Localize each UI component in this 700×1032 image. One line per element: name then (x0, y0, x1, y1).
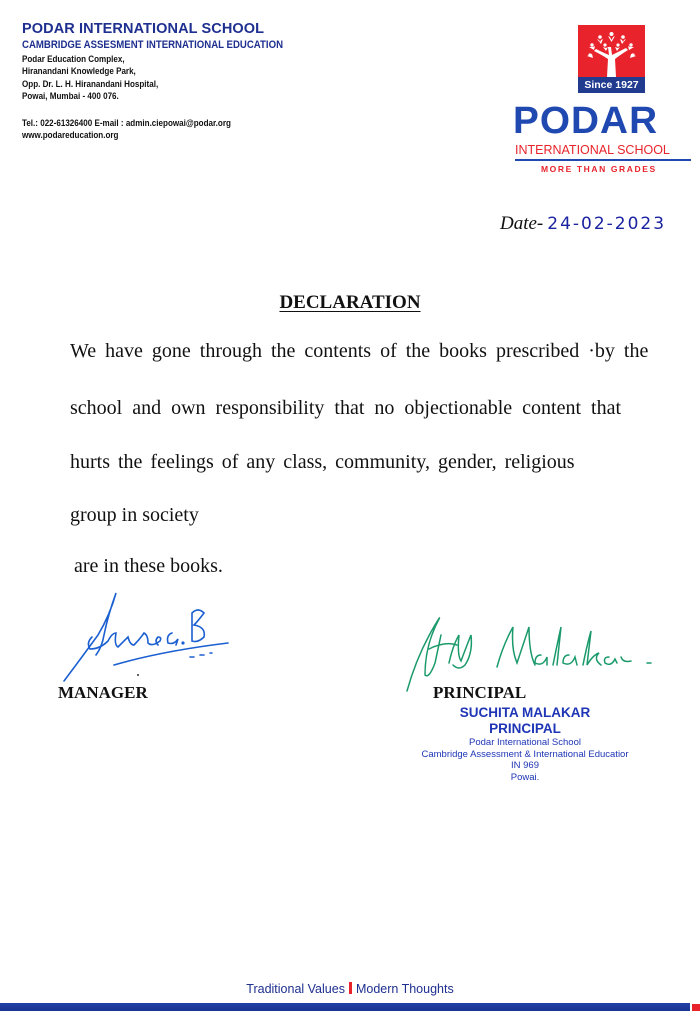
school-name: PODAR INTERNATIONAL SCHOOL (22, 21, 265, 37)
stamp-code: IN 969 (511, 760, 539, 771)
stamp-board: Cambridge Assessment & International Educatior (421, 748, 629, 760)
signature-scribble-icon (52, 585, 242, 685)
stamp-name: SUCHITA MALAKAR (459, 705, 591, 720)
address-line: Powai, Mumbai - 400 076. (22, 90, 119, 102)
logo-tagline: MORE THAN GRADES (541, 164, 657, 174)
declaration-line: We have gone through the contents of the books prescribed ·by the (70, 340, 649, 362)
website: www.podareducation.org (22, 129, 119, 141)
logo-emblem (578, 25, 645, 93)
logo-since-label: Since 1927 (578, 77, 645, 93)
logo-brand: PODAR (513, 100, 659, 142)
manager-label: MANAGER (58, 683, 148, 702)
address-line: Opp. Dr. L. H. Hiranandani Hospital, (22, 77, 159, 89)
manager-signature (52, 585, 242, 690)
stamp-place: Powai. (510, 771, 540, 783)
address-line: Podar Education Complex, (22, 52, 125, 64)
principal-stamp (380, 706, 670, 782)
title-text: DECLARATION (279, 292, 421, 313)
footer-tagline (0, 982, 700, 996)
contact-block (22, 118, 283, 143)
letterhead (22, 22, 326, 143)
date-line (500, 213, 666, 235)
stamp-school: Podar International School (469, 737, 581, 748)
address-line: Hiranandani Knowledge Park, (22, 65, 136, 77)
signature-scribble-icon (395, 605, 675, 695)
contact-line: Tel.: 022-61326400 E-mail : admin.ciepowai@podar.org (22, 116, 231, 128)
board-name: CAMBRIDGE ASSESMENT INTERNATIONAL EDUCATION (22, 38, 284, 51)
principal-label: PRINCIPAL (433, 683, 527, 702)
declaration-line: hurts the feelings of any class, community, gender, religious (70, 451, 575, 473)
document-title (0, 292, 700, 314)
stamp-role: PRINCIPAL (489, 720, 561, 736)
tagline-separator (349, 982, 352, 994)
tagline-left: Traditional Values (246, 982, 345, 996)
footer-accent (692, 1004, 700, 1011)
date-label: Date- (500, 213, 544, 234)
declaration-line: group in society (70, 504, 199, 526)
logo-subtitle: INTERNATIONAL SCHOOL (515, 143, 670, 157)
address-block (22, 54, 283, 104)
declaration-line: are in these books. (74, 555, 223, 577)
tagline-right: Modern Thoughts (355, 982, 454, 996)
tree-icon (578, 25, 645, 77)
logo-divider (515, 159, 691, 161)
date-value: 24-02-2023 (547, 214, 667, 234)
declaration-line: school and own responsibility that no objectionable content that (70, 397, 622, 419)
footer-bar (0, 1003, 690, 1011)
